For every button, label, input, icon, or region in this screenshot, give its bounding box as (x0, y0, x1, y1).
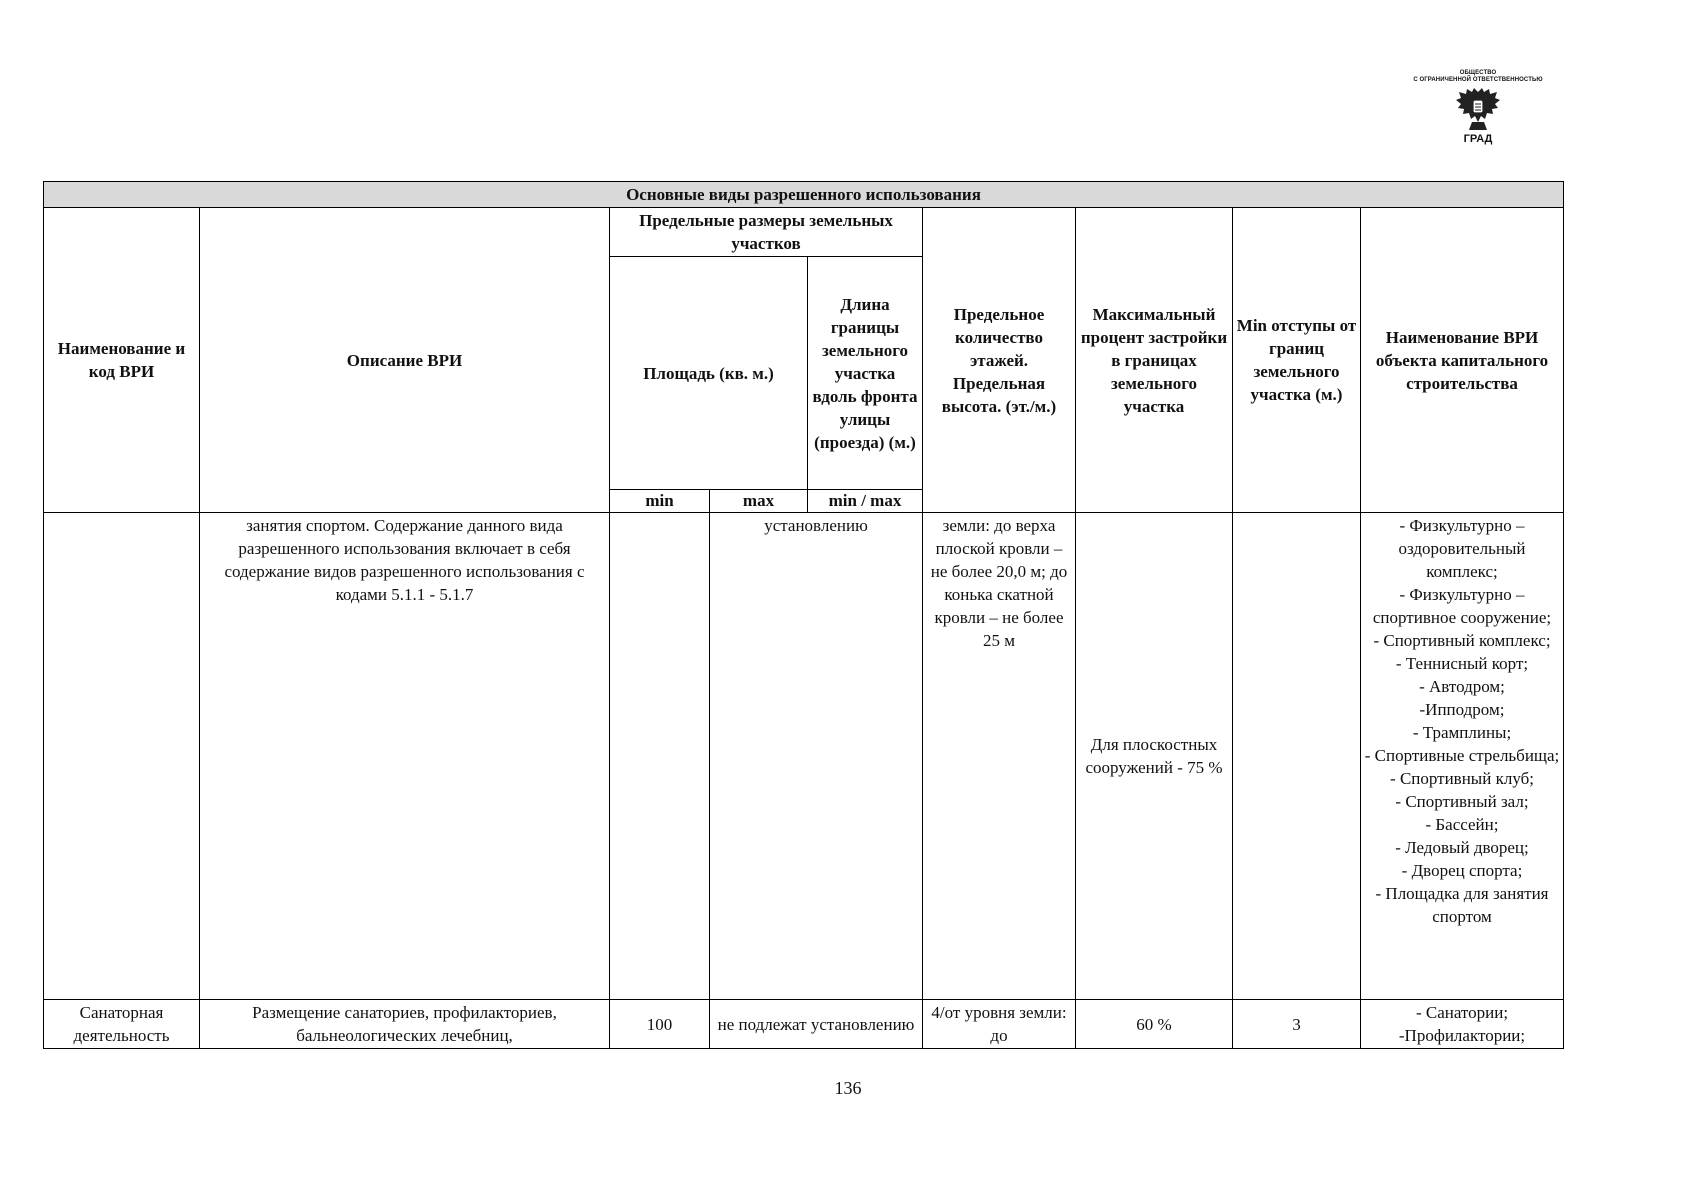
list-item: - Физкультурно – спортивное сооружение; (1372, 585, 1552, 627)
cell-min-area (610, 513, 710, 1000)
header-coverage: Максимальный процент застройки в границах земельного участка (1076, 208, 1233, 513)
cell-description: занятия спортом. Содержание данного вида разрешенного использования включает в себя содержание видов разрешенного использования с кодами 5.1.1 - 5.1.7 (200, 513, 610, 1000)
header-frontage: Длина границы земельного участка вдоль фронта улицы (проезда) (м.) (808, 257, 923, 490)
cell-max-area: установлению (710, 513, 923, 1000)
header-setbacks: Min отступы от границ земельного участка (м.) (1233, 208, 1361, 513)
list-item: - Спортивные стрельбища; (1364, 746, 1560, 765)
header-min: min (610, 490, 710, 513)
list-item: - Бассейн; (1425, 815, 1499, 834)
cell-max-area: не подлежат установлению (710, 1000, 923, 1049)
header-objects: Наименование ВРИ объекта капитального строительства (1361, 208, 1564, 513)
list-item: - Теннисный корт; (1395, 654, 1529, 673)
list-item: - Спортивный комплекс; (1373, 631, 1551, 650)
list-item: - Ледовый дворец; (1395, 838, 1529, 857)
company-logo (1398, 70, 1558, 145)
objects-list (1364, 1001, 1560, 1047)
list-item: -Ипподром; (1419, 700, 1505, 719)
cell-floors: 4/от уровня земли: до (923, 1000, 1076, 1049)
cell-setbacks: 3 (1233, 1000, 1361, 1049)
header-name-code: Наименование и код ВРИ (44, 208, 200, 513)
header-max: max (710, 490, 808, 513)
permitted-use-table (43, 181, 1564, 1049)
table-row (44, 1000, 1564, 1049)
list-item: - Санатории; (1415, 1003, 1509, 1022)
logo-name: ГРАД (1463, 133, 1493, 145)
cell-objects (1361, 513, 1564, 1000)
cell-setbacks (1233, 513, 1361, 1000)
cell-coverage: Для плоскостных сооружений - 75 % (1076, 513, 1233, 1000)
cell-min-area: 100 (610, 1000, 710, 1049)
cell-name-code: Санаторная деятельность (44, 1000, 200, 1049)
table-title: Основные виды разрешенного использования (44, 182, 1564, 208)
double-headed-eagle-emblem-icon (1453, 86, 1503, 132)
list-item: - Площадка для занятия спортом (1375, 884, 1549, 926)
list-item: - Дворец спорта; (1401, 861, 1523, 880)
list-item: -Профилактории; (1398, 1026, 1526, 1045)
list-item: - Автодром; (1419, 677, 1505, 696)
logo-org-line2: С ОГРАНИЧЕННОЙ ОТВЕТСТВЕННОСТЬЮ (1413, 77, 1543, 83)
objects-list (1364, 514, 1560, 928)
table-row (44, 513, 1564, 1000)
cell-description: Размещение санаториев, профилакториев, бальнеологических лечебниц, (200, 1000, 610, 1049)
cell-name-code (44, 513, 200, 1000)
header-floors: Предельное количество этажей. Предельная высота. (эт./м.) (923, 208, 1076, 513)
header-min-max: min / max (808, 490, 923, 513)
cell-coverage: 60 % (1076, 1000, 1233, 1049)
cell-objects (1361, 1000, 1564, 1049)
list-item: - Спортивный клуб; (1390, 769, 1534, 788)
list-item: - Физкультурно – оздоровительный комплекс; (1398, 516, 1526, 581)
page-number: 136 (834, 1078, 862, 1098)
list-item: - Трамплины; (1412, 723, 1512, 742)
logo-org-line1: ОБЩЕСТВО (1459, 70, 1497, 76)
header-area: Площадь (кв. м.) (610, 257, 808, 490)
cell-floors: земли: до верха плоской кровли – не более 20,0 м; до конька скатной кровли – не более 25 м (923, 513, 1076, 1000)
list-item: - Спортивный зал; (1395, 792, 1529, 811)
header-description: Описание ВРИ (200, 208, 610, 513)
header-plot-sizes: Предельные размеры земельных участков (610, 208, 923, 257)
